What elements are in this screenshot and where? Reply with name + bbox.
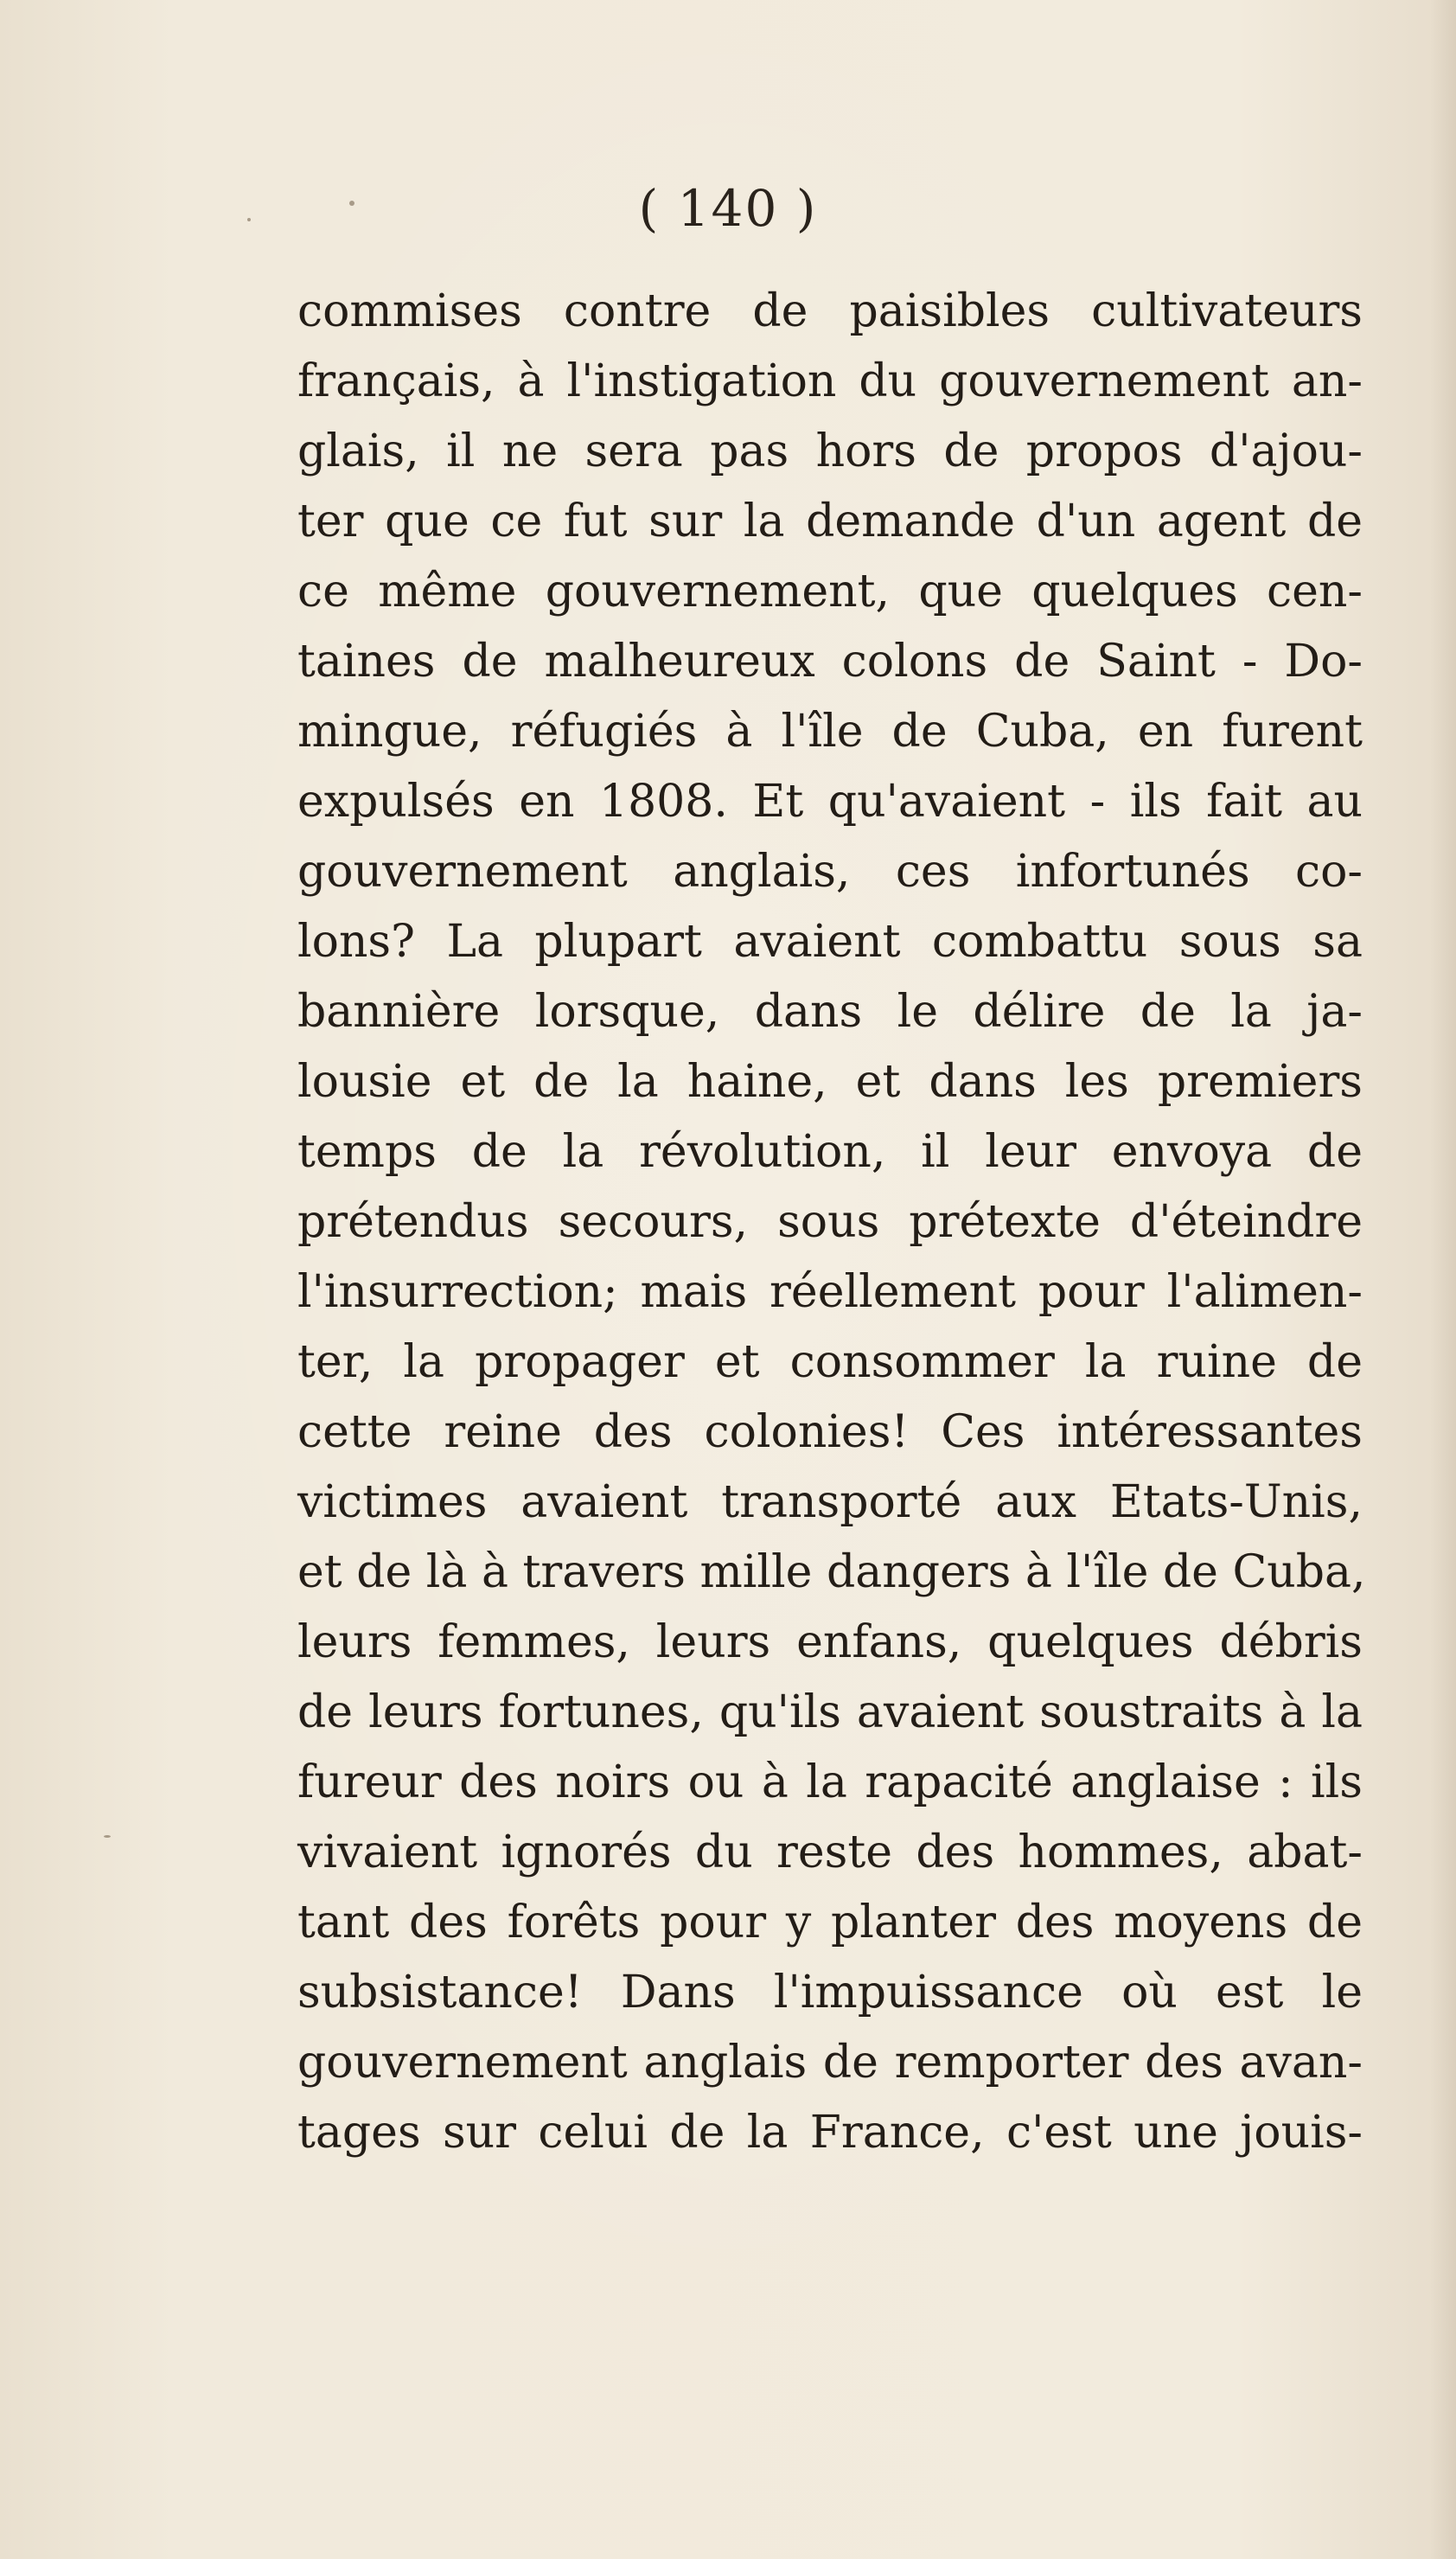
text-line-1: commises contre de paisibles cultivateurs [297, 285, 1363, 337]
text-line-21: de leurs fortunes, qu'ils avaient soustraits à la [297, 1686, 1363, 1738]
text-line-24: tant des forêts pour y planter des moyens de [297, 1897, 1363, 1948]
text-line-18: victimes avaient transporté aux Etats-Unis, [297, 1476, 1363, 1528]
text-line-6: taines de malheureux colons de Saint - Do- [297, 636, 1363, 688]
paper-speck [104, 1835, 111, 1838]
text-line-12: lousie et de la haine, et dans les premiers [297, 1056, 1363, 1108]
text-line-10: lons? La plupart avaient combattu sous sa [297, 916, 1363, 968]
text-line-23: vivaient ignorés du reste des hommes, abat- [297, 1826, 1363, 1878]
text-line-4: ter que ce fut sur la demande d'un agent de [297, 496, 1363, 547]
text-line-17: cette reine des colonies! Ces intéressantes [297, 1406, 1363, 1458]
paper-speck [247, 218, 251, 221]
text-line-16: ter, la propager et consommer la ruine de [297, 1336, 1363, 1388]
text-line-13: temps de la révolution, il leur envoya de [297, 1126, 1363, 1178]
text-line-14: prétendus secours, sous prétexte d'éteindre [297, 1196, 1363, 1248]
paper-speck [349, 201, 354, 206]
text-line-7: mingue, réfugiés à l'île de Cuba, en furent [297, 706, 1363, 758]
text-line-25: subsistance! Dans l'impuissance où est le [297, 1967, 1363, 2018]
text-line-19: et de là à travers mille dangers à l'île de Cuba, [297, 1546, 1366, 1598]
text-line-26: gouvernement anglais de remporter des avan- [297, 2037, 1363, 2089]
text-line-8: expulsés en 1808. Et qu'avaient - ils fait au [297, 776, 1363, 828]
body-text [297, 277, 1366, 2168]
page-number: ( 140 ) [638, 179, 818, 238]
text-line-22: fureur des noirs ou à la rapacité anglaise : ils [297, 1756, 1363, 1808]
text-line-9: gouvernement anglais, ces infortunés co- [297, 846, 1363, 898]
text-line-2: français, à l'instigation du gouvernement an- [297, 355, 1363, 407]
text-line-5: ce même gouvernement, que quelques cen- [297, 566, 1363, 617]
text-line-20: leurs femmes, leurs enfans, quelques débris [297, 1616, 1363, 1668]
text-line-3: glais, il ne sera pas hors de propos d'ajou- [297, 425, 1363, 477]
text-line-27: tages sur celui de la France, c'est une jouis- [297, 2107, 1363, 2159]
text-line-11: bannière lorsque, dans le délire de la ja- [297, 986, 1363, 1038]
text-line-15: l'insurrection; mais réellement pour l'alimen- [297, 1266, 1363, 1318]
